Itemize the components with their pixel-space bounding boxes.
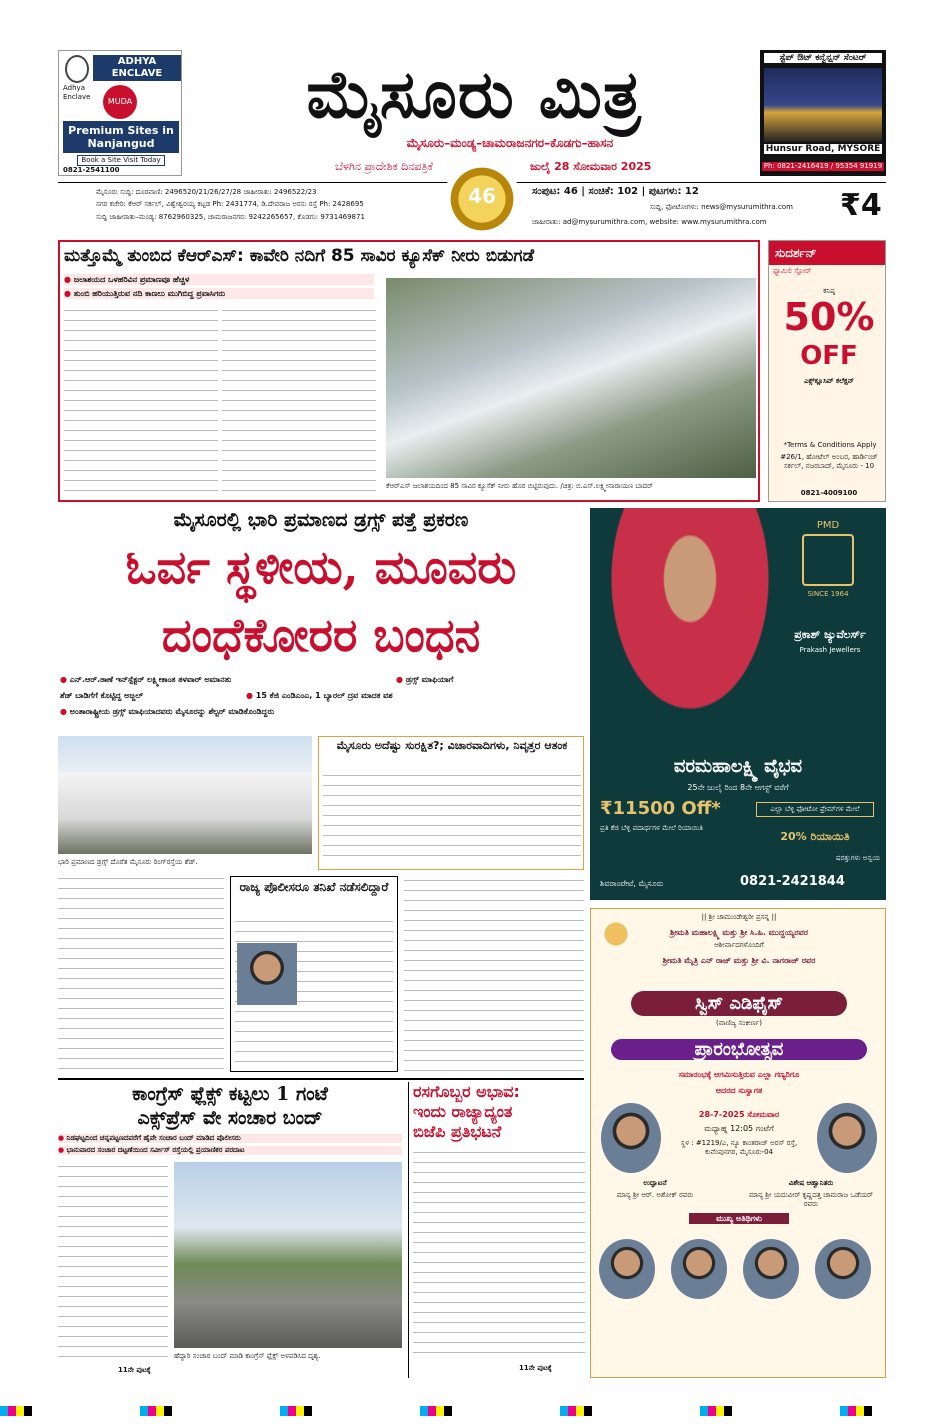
ganesha-icon xyxy=(597,913,635,955)
stepout-photo xyxy=(764,68,882,142)
issue-line: ಸಂಪುಟ: 46 | ಸಂಚಿಕೆ: 102 | ಪುಟಗಳು: 12 xyxy=(532,186,699,197)
drugs-box-title: ರಾಜ್ಯ ಪೊಲೀಸರೂ ತನಿಖೆ ನಡೆಸಲಿದ್ದಾರೆ xyxy=(239,880,389,894)
fertilizer-story xyxy=(408,1082,584,1378)
sudarshan-line: ಎಕ್ಸ್‌ಕ್ಲೂಸಿವ್ ಕಲೆಕ್ಷನ್ xyxy=(804,377,854,385)
drugs-bullet-1: ● ಎನ್.ಆರ್.ಠಾಣೆ ಇನ್‌ಸ್ಪೆಕ್ಟರ್ ಲಕ್ಷ್ಮೀಕಾಂತ ತಳವಾರ್ ಅಮಾನತು xyxy=(60,674,390,685)
drugs-body-col-4 xyxy=(404,876,584,1072)
krs-photo xyxy=(386,278,756,478)
drugs-headline-1: ಓರ್ವ ಸ್ಥಳೀಯ, ಮೂವರು xyxy=(125,540,517,594)
adhya-brand: ADHYA ENCLAVE xyxy=(93,55,181,81)
congress-bullet-1: ● ನಿಡಘಟ್ಟದಿಂದ ಚನ್ನಪಟ್ಟಣದವರೆಗೆ ಹೈವೇ ಸಂಚಾರ ಬಂದ್ ಮಾಡಿದ ಪೊಲೀಸರು xyxy=(58,1134,402,1143)
drugs-kicker: ಮೈಸೂರಲ್ಲಿ ಭಾರಿ ಪ್ರಮಾಣದ ಡ್ರಗ್ಸ್ ಪತ್ತೆ ಪ್ರಕರಣ xyxy=(173,509,469,531)
krs-text-col-1 xyxy=(64,306,218,498)
krs-bullet-1: ● ಜಲಾಶಯದ ಒಳಹರಿವಿನ ಪ್ರಮಾಣವೂ ಹೆಚ್ಚಳ xyxy=(64,274,374,285)
swiss-chief-name: ಮಾನ್ಯ ಶ್ರೀ ಯದುವೀರ್ ಕೃಷ್ಣದತ್ತ ಚಾಮರಾಜ ಒಡೆಯರ್ ರವರು xyxy=(748,1191,874,1208)
chief-guest-photo xyxy=(817,1103,877,1173)
prakash-logo: PMD xyxy=(816,520,840,531)
prakash-festival: ವರಮಹಾಲಕ್ಷ್ಮಿ ವೈಭವ xyxy=(673,756,803,777)
masthead-regions: ಮೈಸೂರು–ಮಂಡ್ಯ–ಚಾಮರಾಜನಗರ–ಕೊಡಗು–ಹಾಸನ xyxy=(406,136,614,150)
minister-photo xyxy=(237,943,297,1005)
congress-story xyxy=(58,1082,402,1378)
stepout-phone: Ph: 0821-2416419 / 95354 91919 xyxy=(763,162,883,170)
drugs-bullet-3: ಶೆಡ್ ಬಾಡಿಗೆಗೆ ಕೊಟ್ಟಿದ್ದ ಅಜ್ಜಲ್ xyxy=(60,691,144,700)
prakash-silver-note: ಎಲ್ಲಾ ಬೆಳ್ಳಿ ಫೋಟೋ ಫ್ರೇಮ್‌ಗಳ ಮೇಲೆ xyxy=(756,802,874,817)
prakash-price-off: ₹11500 Off* xyxy=(600,798,721,819)
prakash-jewellers-ad[interactable] xyxy=(590,508,886,900)
tree-logo-icon xyxy=(802,534,854,586)
contact-line-1: ಮೈಸೂರು ಸುದ್ದಿ: ದೂರವಾಣಿ: 2496520/21/26/27/28 ಜಾಹೀರಾತು: 2496522/23 xyxy=(96,188,317,196)
swiss-inaug-name: ಮಾನ್ಯ ಶ್ರೀ ಆರ್. ಅಶೋಕ್ ರವರು xyxy=(616,1191,694,1199)
prakash-brand-kn: ಪ್ರಕಾಶ್ ಜ್ಯುವೆಲರ್ಸ್ xyxy=(794,628,866,641)
contact-line-2: ನಗರ ಕಚೇರಿ: ಕೆಆರ್ ಸರ್ಕಲ್, ವಿಶ್ವೇಶ್ವರಯ್ಯ ಕಟ್ಟಡ Ph: 2431774, ಡಿ.ದೇವರಾಜ ಅರಸು ರಸ್ತೆ Ph: 2428695 xyxy=(96,200,364,208)
swiss-date: 28-7-2025 ಸೋಮವಾರ xyxy=(698,1110,780,1119)
swiss-event: ಪ್ರಾರಂಭೋತ್ಸವ xyxy=(611,1039,867,1060)
fertilizer-headline-3: ಬಿಜೆಪಿ ಪ್ರತಿಭಟನೆ xyxy=(413,1122,502,1141)
prakash-place: ಶಿವರಾಂಪೇಟೆ, ಮೈಸೂರು xyxy=(600,879,664,888)
guest-photo-2 xyxy=(671,1239,727,1299)
guest-photo-4 xyxy=(815,1239,871,1299)
drugs-body-col-1 xyxy=(58,874,224,1074)
swiss-welcome-2: ಆದರದ ಸುಸ್ವಾಗತ xyxy=(715,1086,763,1095)
ads-line: ಜಾಹೀರಾತು: ad@mysurumithra.com, website: www.mysurumithra.com xyxy=(532,218,767,226)
drugs-headline-2: ದಂಧೆಕೋರರ ಬಂಧನ xyxy=(161,608,481,662)
sudarshan-sub: ಫ್ಯಾಮಿಲಿ ಸ್ಟೋರ್ xyxy=(773,267,812,275)
krs-headline: ಮತ್ತೊಮ್ಮೆ ತುಂಬಿದ ಕೆಆರ್‌ಎಸ್: ಕಾವೇರಿ ನದಿಗೆ 85 ಸಾವಿರ ಕ್ಯೂಸೆಕ್ ನೀರು ಬಿಡುಗಡೆ xyxy=(64,246,535,266)
sudarshan-brand: ಸುದರ್ಶನ್ xyxy=(769,241,885,265)
congress-headline-2: ಎಕ್ಸ್‌ಪ್ರೆಸ್ ವೇ ಸಂಚಾರ ಬಂದ್ xyxy=(137,1107,323,1129)
prakash-price-note: ಪ್ರತಿ ಕೆಜಿ ಬೆಳ್ಳಿ ಪದಾರ್ಥಗಳ ಮೇಲೆ ರಿಯಾಯಿತಿ xyxy=(600,824,703,832)
drugs-side-title: ಮೈಸೂರು ಅದೆಷ್ಟು ಸುರಕ್ಷಿತ?; ವಿಚಾರವಾದಿಗಳು, ನಿವೃತ್ತರ ಆತಂಕ xyxy=(336,739,568,752)
muda-badge: MUDA xyxy=(103,85,137,119)
prakash-brand: Prakash Jewellers xyxy=(799,646,861,654)
swiss-time: ಮಧ್ಯಾಹ್ನ 12:05 ಗಂಟೆಗೆ xyxy=(704,1124,774,1133)
email-line: ಸುದ್ದಿ, ಫೋಟೋಗಳು: news@mysurumithra.com xyxy=(650,203,793,211)
congress-text-col-1 xyxy=(58,1162,168,1362)
swiss-type: (ವಾಣಿಜ್ಯ ಸಂಕೀರ್ಣ) xyxy=(716,1019,762,1027)
adhya-cta[interactable]: Book a Site Visit Today xyxy=(77,155,165,166)
congress-more[interactable]: 11ನೇ ಪುಟಕ್ಕೆ xyxy=(118,1366,151,1374)
swiss-welcome: ಸಮಾರಂಭಕ್ಕೆ ಆಗಮಿಸುತ್ತಿರುವ ಎಲ್ಲಾ ಗಣ್ಯರಿಗೂ xyxy=(678,1070,800,1079)
inaugurator-photo xyxy=(601,1103,661,1173)
congress-photo xyxy=(174,1162,402,1348)
swiss-line2: ಶ್ರೀಮತಿ ಮೈತ್ರಿ ಎನ್ ರಾಜ್ ಮತ್ತು ಶ್ರೀ ವಿ. ನಾಗರಾಜ್ ರವರ xyxy=(662,956,816,965)
congress-caption: ಹೆದ್ದಾರಿ ಸಂಚಾರ ಬಂದ್ ಮಾಡಿ ಕಾಂಗ್ರೆಸ್ ಫ್ಲೆಕ್ಸ್ ಅಳವಡಿಸಿದ ದೃಶ್ಯ. xyxy=(174,1352,321,1360)
fertilizer-more[interactable]: 11ನೇ ಪುಟಕ್ಕೆ xyxy=(519,1364,552,1372)
guest-photo-3 xyxy=(743,1239,799,1299)
masthead-title: ಮೈಸೂರು ಮಿತ್ರ xyxy=(306,55,642,133)
contact-line-3: ಸುದ್ದಿ ಜಾಹೀರಾತು–ಮಂಡ್ಯ: 8762960325, ಚಾಮರಾಜನಗರ: 9242265657, ಕೊಡಗು: 9731469871 xyxy=(96,213,365,221)
masthead-tagline: ಬೆಳಗಿನ ಪ್ರಾದೇಶಿಕ ದಿನಪತ್ರಿಕೆ xyxy=(334,160,434,173)
adhya-phone: 0821-2541100 xyxy=(63,166,120,174)
swiss-name: ಸ್ವಿಸ್ ಎಡಿಫೈಸ್ xyxy=(631,991,847,1016)
sudarshan-offer: 50% xyxy=(783,295,875,339)
drugs-police-box xyxy=(230,876,398,1072)
drugs-shed-photo xyxy=(58,736,312,854)
swiss-invocation: || ಶ್ರೀ ಚಾಮುಂಡೇಶ್ವರೀ ಪ್ರಸನ್ನ || xyxy=(701,913,777,921)
fertilizer-text xyxy=(413,1148,585,1358)
masthead-date: ಜುಲೈ 28 ಸೋಮವಾರ 2025 xyxy=(530,160,652,173)
price: ₹4 xyxy=(840,188,882,223)
drugs-side-text xyxy=(323,771,581,865)
drugs-side-box xyxy=(318,736,584,870)
krs-caption: ಕೆಆರ್‌ಎಸ್ ಜಲಾಶಯದಿಂದ 85 ಸಾವಿರ ಕ್ಯೂಸೆಕ್ ನೀರು ಹೊರ ಬಿಟ್ಟಿರುವುದು. /ಚಿತ್ರ: ಬಿ.ಎಸ್.ಲಕ್ಷ್ಮೀನಾರಾಯಣ ಬಾದರ್ xyxy=(386,482,654,490)
stepout-brand: ಸ್ಟೆಪ್ ಔಟ್ ಕನ್ವೆನ್ಷನ್ ಸೆಂಟರ್ xyxy=(764,53,882,63)
adhya-headline: Premium Sites in Nanjangud xyxy=(63,121,179,153)
anniversary-number: 46 xyxy=(468,184,496,208)
sudarshan-upto: ಕನಿಷ್ಠ xyxy=(823,287,835,295)
krs-bullet-2: ● ತುಂಬಿ ಹರಿಯುತ್ತಿರುವ ನದಿ ಕಾಣಲು ಮುಗಿಬಿದ್ದ ಪ್ರವಾಸಿಗರು xyxy=(64,288,374,299)
color-registration-bar xyxy=(0,1406,945,1416)
adhya-enclave-ad[interactable] xyxy=(58,50,182,176)
tree-logo-icon xyxy=(65,55,89,83)
prakash-footer: ಷರತ್ತುಗಳು ಅನ್ವಯ xyxy=(835,854,880,862)
drugs-bullet-4: ● 15 ಕೆಜಿ ಎಂಡಿಎಂಎ, 1 ಬ್ಯಾರಲ್ ದ್ರವ ಮಾದಕ ವಶ xyxy=(246,690,586,701)
krs-story xyxy=(58,240,760,502)
stepout-ad[interactable] xyxy=(760,50,886,176)
prakash-dates: 25ನೇ ಜುಲೈ ರಿಂದ 8ನೇ ಆಗಸ್ಟ್ ವರೆಗೆ xyxy=(687,783,789,792)
fertilizer-headline-1: ರಸಗೊಬ್ಬರ ಅಭಾವ: xyxy=(413,1082,520,1101)
krs-text-col-2 xyxy=(222,306,376,498)
sudarshan-ad[interactable] xyxy=(768,240,886,502)
sudarshan-phone: 0821-4009100 xyxy=(800,489,858,497)
congress-headline-1: ಕಾಂಗ್ರೆಸ್ ಫ್ಲೆಕ್ಸ್ ಕಟ್ಟಲು 1 ಗಂಟೆ xyxy=(132,1083,328,1105)
stepout-location: Hunsur Road, MYSORE xyxy=(765,144,881,154)
prakash-discount: 20% ರಿಯಾಯಿತಿ xyxy=(780,830,850,843)
prakash-phone: 0821-2421844 xyxy=(740,874,845,889)
swiss-bless: ಆಶೀರ್ವಾದಗಳೊಂದಿಗೆ xyxy=(714,941,764,949)
prakash-since: SINCE 1964 xyxy=(807,590,849,598)
drugs-bullet-5: ● ಅಂತಾರಾಷ್ಟ್ರೀಯ ಡ್ರಗ್ಸ್ ಮಾಫಿಯಾದವರು ಮೈಸೂರನ್ನು ಶೆಲ್ಟರ್ ಮಾಡಿಕೊಂಡಿದ್ದರು xyxy=(60,706,586,717)
congress-bullet-2: ● ಭಾನುವಾರದ ಸಂಚಾರ ದಟ್ಟಣೆಯಿಂದ ಸರ್ವೀಸ್ ರಸ್ತೆಯಲ್ಲಿ ಪ್ರಯಾಣಿಕರ ಪರದಾಟ xyxy=(58,1146,402,1155)
sudarshan-terms: *Terms & Conditions Apply xyxy=(783,441,877,449)
swiss-line1: ಶ್ರೀಮತಿ ಮಹಾಲಕ್ಷ್ಮಿ ಮತ್ತು ಶ್ರೀ ಸಿ.ಹಿ. ಮುದ್ದಯ್ಯರವರ xyxy=(669,928,808,937)
sudarshan-off: OFF xyxy=(800,341,858,371)
prakash-model-photo xyxy=(590,508,790,744)
guest-photo-1 xyxy=(599,1239,655,1299)
sudarshan-address: #26/1, ಹೋಟೆಲ್ ಅಂಬರ, ಹಾರ್ಡಿಂಜ್ ಸರ್ಕಲ್, ನಜರಬಾದ್, ಮೈಸೂರು - 10 xyxy=(780,453,878,470)
drugs-bullet-2: ● ಡ್ರಗ್ಸ್ ಮಾಫಿಯಾಗೆ xyxy=(396,674,586,685)
fertilizer-headline-2: ಇಂದು ರಾಜ್ಯಾದ್ಯಂತ xyxy=(413,1102,513,1121)
drugs-photo-caption: ಭಾರಿ ಪ್ರಮಾಣದ ಡ್ರಗ್ಸ್ ದೊರೆತ ಮೈಸೂರು ರಿಂಗ್‌ರಸ್ತೆಯ ಶೆಡ್. xyxy=(58,858,198,866)
swiss-inaug: ಉದ್ಘಾಟನೆ xyxy=(643,1179,667,1187)
adhya-sub: Adhya Enclave xyxy=(63,84,91,101)
swiss-chief: ವಿಶೇಷ ಆಹ್ವಾನಿತರು xyxy=(788,1179,834,1187)
swiss-edifice-ad[interactable] xyxy=(590,908,886,1378)
swiss-guests: ಮುಖ್ಯ ಅತಿಥಿಗಳು xyxy=(689,1213,789,1224)
swiss-venue: ಸ್ಥಳ : #1219/ಎ, ನ್ಯೂ ಕಾಂತರಾಜ್ ಅರಸ್ ರಸ್ತೆ, ಕುವೆಂಪುನಗರ, ಮೈಸೂರು-04 xyxy=(680,1139,798,1156)
